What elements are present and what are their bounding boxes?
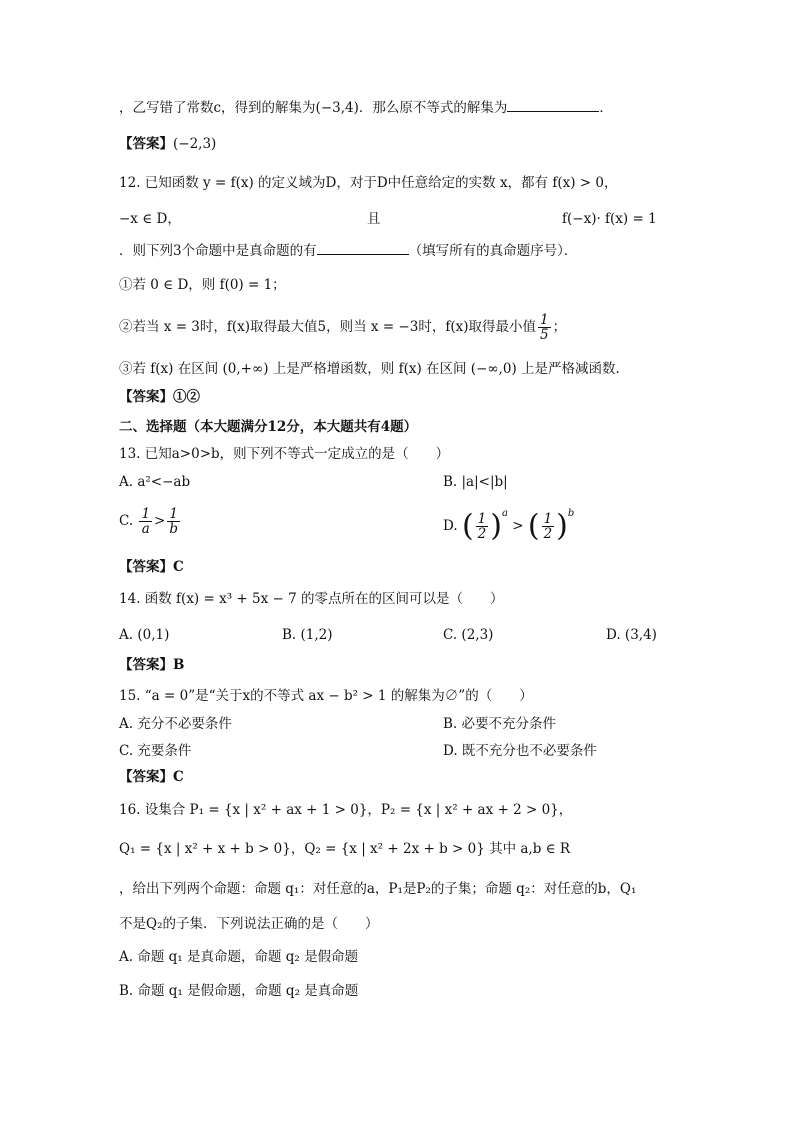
q12-stem-line1: 12. 已知函数 y = f(x) 的定义域为D，对于D中任意给定的实数 x，都有 f(x) > 0，: [119, 175, 618, 191]
q15-answer: [119, 766, 184, 788]
q15-option-c: C. 充要条件: [119, 743, 192, 759]
q12-option-3: ③若 f(x) 在区间 (0,+∞) 上是严格增函数，则 f(x) 在区间 (−∞,0) 上是严格减函数．: [119, 361, 630, 377]
fraction-numerator: 1: [169, 506, 178, 522]
fraction-denominator: 5: [539, 327, 549, 344]
fraction-numerator: 1: [477, 510, 487, 527]
q13-answer: [119, 556, 184, 578]
q12-answer-blank: [317, 240, 409, 255]
fraction-numerator: 1: [141, 506, 151, 522]
operator: >: [154, 513, 166, 530]
exponent: a: [501, 508, 508, 519]
fraction-numerator: 1: [539, 312, 549, 328]
q12-line3-a: ．则下列3个命题中是真命题的有: [119, 243, 317, 259]
fraction-denominator: a: [141, 521, 150, 538]
q14-option-b: B. (1,2): [282, 627, 333, 643]
answer-label: 【答案】: [119, 389, 173, 405]
q14-option-c: C. (2,3): [443, 627, 494, 643]
fraction: [167, 507, 180, 536]
fraction: [542, 512, 555, 541]
fraction: [476, 512, 489, 541]
operator: >: [512, 518, 524, 534]
q12-option-2-text: ②若当 x = 3时，f(x)取得最大值5，则当 x = −3时，f(x)取得最小值: [119, 319, 536, 336]
answer-value: (−2,3): [173, 136, 217, 152]
q14-option-a: A. (0,1): [119, 627, 170, 643]
q11-tail-end: ．: [599, 100, 613, 116]
q12-stem-line2-mid: 且: [367, 211, 381, 227]
q13-option-d: [443, 503, 574, 542]
option-label: D.: [443, 518, 458, 534]
answer-label: 【答案】: [119, 559, 173, 575]
fraction: [538, 313, 551, 342]
q11-answer-blank: [507, 97, 599, 112]
q11-tail-line: [119, 97, 613, 119]
q12-option-2: [119, 313, 566, 342]
q15-option-b: B. 必要不充分条件: [443, 716, 557, 732]
answer-label: 【答案】: [119, 769, 173, 785]
q15-option-d: D. 既不充分也不必要条件: [443, 743, 597, 759]
answer-value: C: [173, 769, 184, 785]
q13-stem: 13. 已知a>0>b，则下列不等式一定成立的是（ ）: [119, 446, 450, 462]
right-paren: ): [556, 508, 568, 544]
q13-option-a: A. a²<−ab: [119, 474, 191, 490]
answer-value: ①②: [173, 389, 200, 405]
q15-option-a: A. 充分不必要条件: [119, 716, 232, 732]
q12-stem-line2-left: −x ∈ D，: [119, 211, 181, 227]
q12-option-2-end: ；: [552, 319, 567, 336]
q12-stem-line3: [119, 240, 577, 262]
q14-answer: [119, 654, 184, 676]
fraction-denominator: 2: [477, 526, 487, 542]
q13-option-b: B. |a|<|b|: [443, 474, 508, 490]
q12-answer: [119, 386, 200, 408]
q16-stem-line4: 不是Q₂的子集．下列说法正确的是（ ）: [119, 916, 379, 932]
section-heading: 二、选择题（本大题满分12分，本大题共有4题）: [119, 419, 418, 435]
answer-value: B: [173, 657, 185, 673]
q14-option-d: D. (3,4): [606, 627, 657, 643]
q16-stem-line2: Q₁ = {x | x² + x + b > 0}，Q₂ = {x | x² + 2x + b > 0} 其中 a,b ∈ R: [119, 841, 571, 857]
fraction-denominator: 2: [543, 526, 553, 542]
q16-option-a: A. 命题 q₁ 是真命题，命题 q₂ 是假命题: [119, 949, 359, 965]
right-paren: ): [490, 508, 502, 544]
q16-stem-line3: ，给出下列两个命题：命题 q₁：对任意的a，P₁是P₂的子集；命题 q₂：对任意的b，Q₁: [119, 881, 637, 897]
q14-stem: 14. 函数 f(x) = x³ + 5x − 7 的零点所在的区间可以是（ ）: [119, 591, 504, 607]
answer-value: C: [173, 559, 184, 575]
left-paren: (: [461, 508, 474, 544]
q16-stem-line1: 16. 设集合 P₁ = {x | x² + ax + 1 > 0}，P₂ = {x | x² + ax + 2 > 0}，: [119, 802, 573, 818]
q13-option-c: [119, 507, 182, 536]
fraction-numerator: 1: [543, 510, 553, 527]
q11-answer: [119, 133, 216, 155]
q11-tail-text: ，乙写错了常数c，得到的解集为(−3,4)．那么原不等式的解集为: [119, 100, 508, 116]
q12-stem-line2-right: f(−x)· f(x) = 1: [562, 211, 657, 227]
fraction: [139, 507, 152, 536]
answer-label: 【答案】: [119, 657, 173, 673]
exponent: b: [567, 508, 575, 519]
q12-option-1: ①若 0 ∈ D，则 f(0) = 1；: [119, 277, 286, 293]
q12-line3-b: （填写所有的真命题序号）．: [408, 243, 578, 259]
answer-label: 【答案】: [119, 136, 173, 152]
q15-stem: 15. “a = 0”是“关于x的不等式 ax − b² > 1 的解集为∅”的（ ）: [119, 688, 533, 704]
q16-option-b: B. 命题 q₁ 是假命题，命题 q₂ 是真命题: [119, 983, 359, 999]
left-paren: (: [527, 508, 540, 544]
fraction-denominator: b: [169, 521, 178, 538]
option-label: C.: [119, 513, 134, 530]
